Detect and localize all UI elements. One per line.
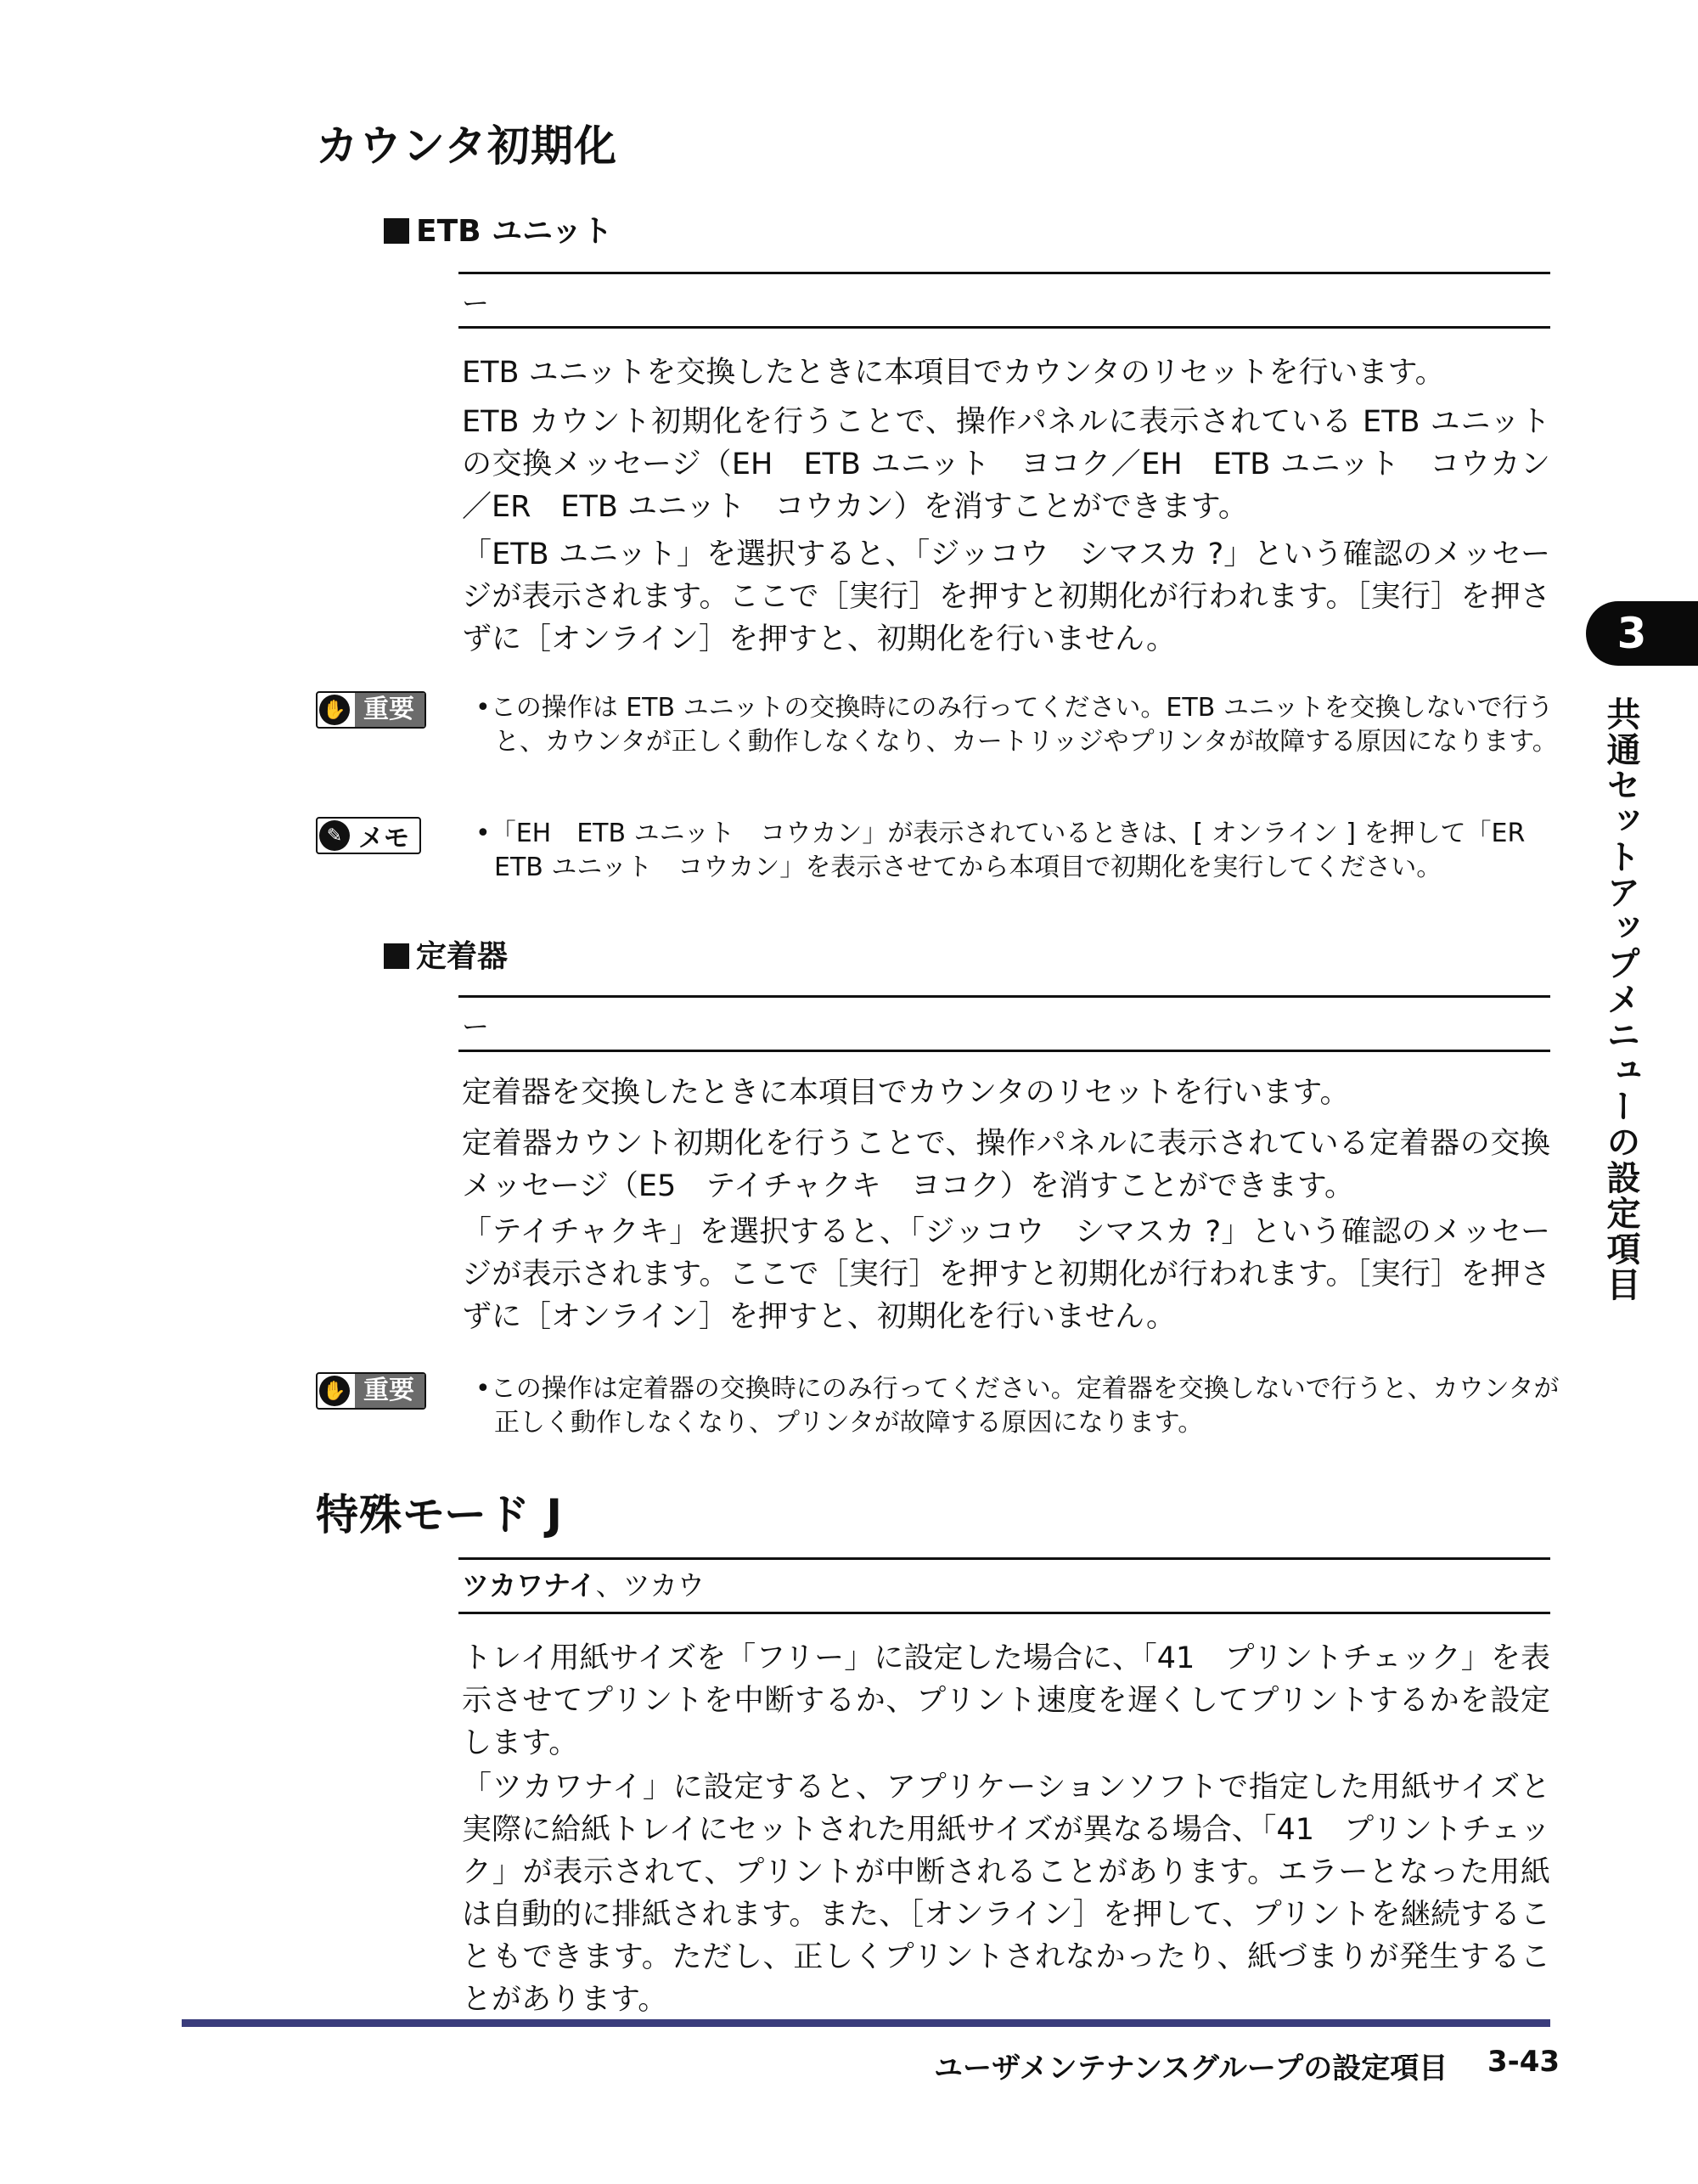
paragraph-fixer-1: 定着器を交換したときに本項目でカウンタのリセットを行います。 — [462, 1076, 1350, 1110]
paragraph-special-2: 「ツカワナイ」に設定すると、アプリケーションソフトで指定した用紙サイズと実際に給紙トレイにセットされた用紙サイズが異なる場合、「41 プリントチェック」が表示されて、プリントが中断されることがあります。エラーとなった用紙は自動的に排紙されます。また、［オンライン］を押して、プリントを継続することもできます。ただし、正しくプリントされなかったり、紙づまりが発生することがあります。 — [462, 1770, 1550, 2017]
chapter-tab: 3 — [1586, 601, 1698, 666]
footer-section-title: ユーザメンテナンスグループの設定項目 — [934, 2052, 1448, 2085]
square-bullet-icon — [384, 943, 409, 969]
divider — [458, 272, 1550, 274]
divider — [458, 1050, 1550, 1052]
paragraph-etb-3: 「ETB ユニット」を選択すると、「ジッコウ シマスカ ?」という確認のメッセージが表示されます。ここで［実行］を押すと初期化が行われます。［実行］を押さずに［オンライン］を押すと、初期化を行いません。 — [462, 538, 1550, 656]
page-number: 3-43 — [1487, 2045, 1560, 2079]
important-badge — [316, 691, 426, 729]
important-badge — [316, 1372, 426, 1410]
memo-text-etb: •「EH ETB ユニット コウカン」が表示されているときは、[ オンライン ] を押して「ER ETB ユニット コウカン」を表示させてから本項目で初期化を実行してください。 — [475, 819, 1551, 882]
important-badge-label: 重要 — [355, 693, 424, 727]
important-badge-label: 重要 — [355, 1374, 424, 1408]
divider — [458, 1612, 1550, 1614]
hand-stop-icon: ✋ — [319, 1376, 350, 1406]
memo-badge-label: メモ — [358, 824, 409, 853]
important-text-etb: •この操作は ETB ユニットの交換時にのみ行ってください。ETB ユニットを交換しないで行うと、カウンタが正しく動作しなくなり、カートリッジやプリンタが故障する原因になります。 — [475, 693, 1558, 757]
subheading-etb — [384, 207, 613, 250]
paragraph-fixer-3: 「テイチャクキ」を選択すると、「ジッコウ シマスカ ?」という確認のメッセージが表示されます。ここで［実行］を押すと初期化が行われます。［実行］を押さずに［オンライン］を押すと、初期化を行いません。 — [462, 1215, 1550, 1334]
chapter-side-title: 共通セットアップメニューの設定項目 — [1601, 696, 1640, 1303]
memo-badge — [316, 817, 421, 854]
paragraph-special-1: トレイ用紙サイズを「フリー」に設定した場合に、「41 プリントチェック」を表示させてプリントを中断するか、プリント速度を遅くしてプリントするかを設定します。 — [462, 1641, 1550, 1760]
divider — [458, 1557, 1550, 1560]
footer-rule — [182, 2019, 1550, 2027]
other-value: 、ツカウ — [595, 1569, 705, 1601]
paragraph-fixer-2: 定着器カウント初期化を行うことで、操作パネルに表示されている定着器の交換メッセージ（E5 テイチャクキ ヨコク）を消すことができます。 — [462, 1127, 1550, 1203]
pencil-icon: ✎ — [319, 820, 350, 851]
subheading-fixer-label: 定着器 — [416, 939, 509, 974]
setting-value-etb: ー — [462, 287, 490, 319]
divider — [458, 995, 1550, 998]
setting-value-special-mode — [462, 1561, 705, 1610]
subheading-etb-label: ETB ユニット — [416, 214, 613, 249]
section-title-special-mode: 特殊モード J — [316, 1490, 564, 1539]
setting-value-fixer: ー — [462, 1010, 490, 1043]
default-value: ツカワナイ — [462, 1569, 596, 1601]
divider — [458, 326, 1550, 329]
hand-stop-icon: ✋ — [319, 695, 350, 725]
paragraph-etb-2: ETB カウント初期化を行うことで、操作パネルに表示されている ETB ユニットの交換メッセージ（EH ETB ユニット ヨコク／EH ETB ユニット コウカン／ER ETB ユニット コウカン）を消すことができます。 — [462, 405, 1550, 524]
important-text-fixer: •この操作は定着器の交換時にのみ行ってください。定着器を交換しないで行うと、カウンタが正しく動作しなくなり、プリンタが故障する原因になります。 — [475, 1374, 1560, 1438]
paragraph-etb-1: ETB ユニットを交換したときに本項目でカウンタのリセットを行います。 — [462, 356, 1445, 390]
square-bullet-icon — [384, 218, 409, 244]
subheading-fixer — [384, 932, 508, 976]
section-title-counter-init: カウンタ初期化 — [316, 121, 617, 171]
